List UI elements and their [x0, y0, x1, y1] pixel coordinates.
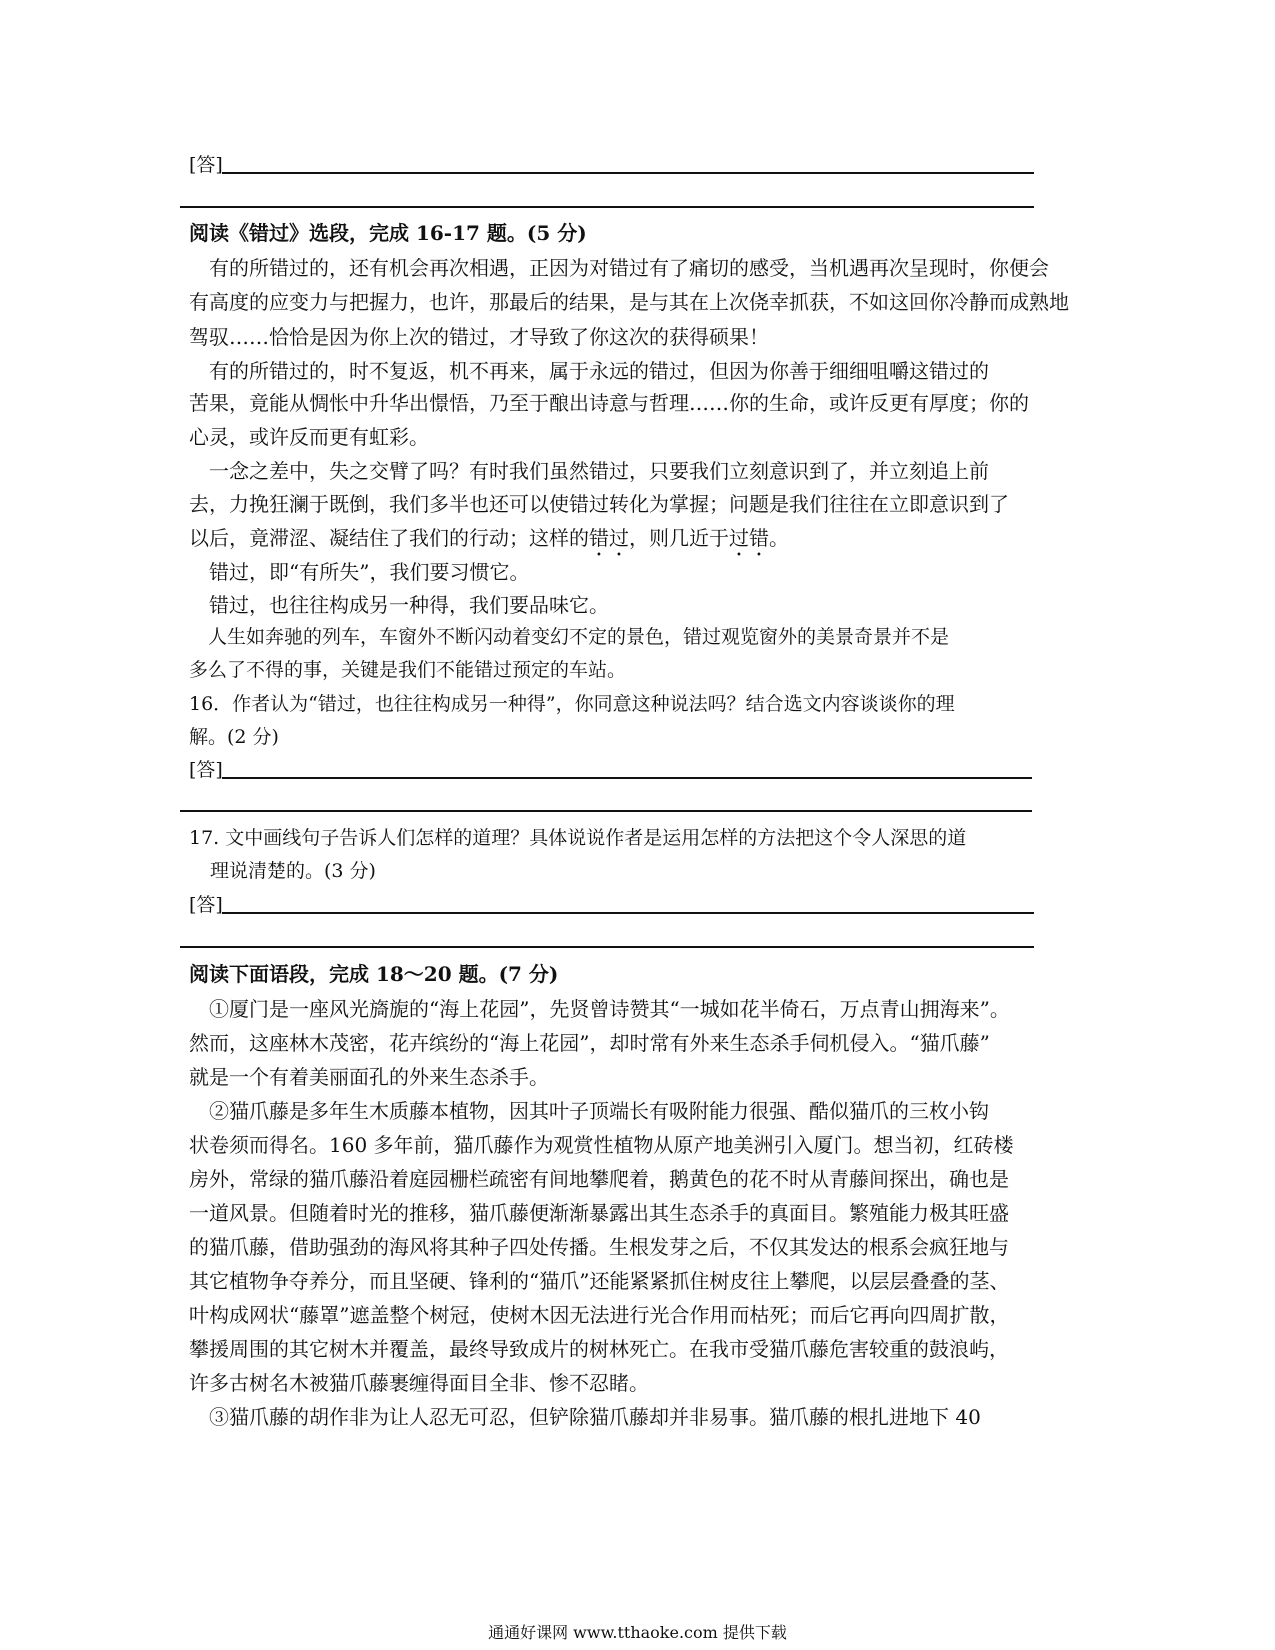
paragraph-line: 去，力挽狂澜于既倒，我们多半也还可以使错过转化为掌握；问题是我们往往在立即意识到了: [189, 492, 1009, 516]
paragraph-line: 苦果，竟能从惆怅中升华出憬悟，乃至于酿出诗意与哲理……你的生命，或许反更有厚度；你的: [189, 391, 1029, 415]
paragraph-line: 然而，这座林木茂密，花卉缤纷的“海上花园”，却时常有外来生态杀手伺机侵入。“猫爪藤”: [189, 1031, 990, 1055]
answer-label: [答]: [189, 154, 223, 176]
page-footer: 通通好课网 www.tthaoke.com 提供下载: [488, 1623, 787, 1642]
question-16-cont: 解。(2 分): [189, 726, 279, 748]
paragraph-line: 一念之差中，失之交臂了吗？有时我们虽然错过，只要我们立刻意识到了，并立刻追上前: [189, 459, 989, 483]
answer-line: [180, 946, 1034, 948]
answer-line: [222, 172, 1034, 174]
text-segment: 。: [769, 526, 789, 550]
paragraph-line: 心灵，或许反而更有虹彩。: [189, 425, 429, 449]
answer-label: [答]: [189, 894, 223, 916]
paragraph-line: ②猫爪藤是多年生木质藤本植物，因其叶子顶端长有吸附能力很强、酷似猫爪的三枚小钩: [189, 1099, 989, 1123]
paragraph-line: 人生如奔驰的列车，车窗外不断闪动着变幻不定的景色，错过观览窗外的美景奇景并不是: [189, 626, 950, 648]
answer-line: [180, 206, 1034, 208]
paragraph-line: ③猫爪藤的胡作非为让人忍无可忍，但铲除猫爪藤却并非易事。猫爪藤的根扎进地下 40: [189, 1405, 981, 1429]
paragraph-line: 有的所错过的，时不复返，机不再来，属于永远的错过，但因为你善于细细咀嚼这错过的: [189, 359, 989, 383]
emphasized-word: 错过: [589, 526, 629, 550]
paragraph-line: 有高度的应变力与把握力，也许，那最后的结果，是与其在上次侥幸抓获，不如这回你冷静而成熟地: [189, 290, 1069, 314]
paragraph-line: 许多古树名木被猫爪藤裹缠得面目全非、惨不忍睹。: [189, 1371, 649, 1395]
paragraph-line: 攀援周围的其它树木并覆盖，最终导致成片的树林死亡。在我市受猫爪藤危害较重的鼓浪屿，: [189, 1337, 1009, 1361]
paragraph-line: 多么了不得的事，关键是我们不能错过预定的车站。: [189, 659, 627, 681]
paragraph-line: 叶构成网状“藤罩”遮盖整个树冠，使树木因无法进行光合作用而枯死；而后它再向四周扩散，: [189, 1303, 1010, 1327]
paragraph-line: 错过，也往往构成另一种得，我们要品味它。: [189, 593, 609, 617]
paragraph-line: 一道风景。但随着时光的推移，猫爪藤便渐渐暴露出其生态杀手的真面目。繁殖能力极其旺盛: [189, 1201, 1009, 1225]
section1-heading: 阅读《错过》选段，完成 16-17 题。(5 分): [189, 221, 587, 245]
paragraph-line: 就是一个有着美丽面孔的外来生态杀手。: [189, 1065, 549, 1089]
paragraph-line: ①厦门是一座风光旖旎的“海上花园”，先贤曾诗赞其“一城如花半倚石，万点青山拥海来”。: [189, 997, 1010, 1021]
answer-line: [222, 777, 1032, 779]
answer-label: [答]: [189, 759, 223, 781]
section2-heading: 阅读下面语段，完成 18～20 题。(7 分): [189, 962, 559, 986]
text-segment: ，则几近于: [629, 526, 729, 550]
emphasized-word: 过错: [729, 526, 769, 550]
paragraph-line: 的猫爪藤，借助强劲的海风将其种子四处传播。生根发芽之后，不仅其发达的根系会疯狂地与: [189, 1235, 1009, 1259]
answer-line: [180, 810, 1032, 812]
answer-line: [222, 912, 1034, 914]
question-16: 16．作者认为“错过，也往往构成另一种得”，你同意这种说法吗？结合选文内容谈谈你的理: [189, 693, 955, 715]
paragraph-line: 房外，常绿的猫爪藤沿着庭园栅栏疏密有间地攀爬着，鹅黄色的花不时从青藤间探出，确也是: [189, 1167, 1009, 1191]
question-17-cont: 理说清楚的。(3 分): [210, 860, 376, 882]
paragraph-line: 其它植物争夺养分，而且坚硬、锋利的“猫爪”还能紧紧抓住树皮往上攀爬，以层层叠叠的茎、: [189, 1269, 1010, 1293]
paragraph-line: 有的所错过的，还有机会再次相遇，正因为对错过有了痛切的感受，当机遇再次呈现时，你便会: [189, 256, 1049, 280]
paragraph-line: 驾驭……恰恰是因为你上次的错过，才导致了你这次的获得硕果！: [189, 325, 769, 349]
paragraph-line: 状卷须而得名。160 多年前，猫爪藤作为观赏性植物从原产地美洲引入厦门。想当初，红砖楼: [189, 1133, 1014, 1157]
question-17: 17. 文中画线句子告诉人们怎样的道理？具体说说作者是运用怎样的方法把这个令人深思的道: [189, 827, 967, 849]
text-segment: 以后，竟滞涩、凝结住了我们的行动；这样的: [189, 526, 589, 550]
paragraph-line: 错过，即“有所失”，我们要习惯它。: [189, 560, 530, 584]
